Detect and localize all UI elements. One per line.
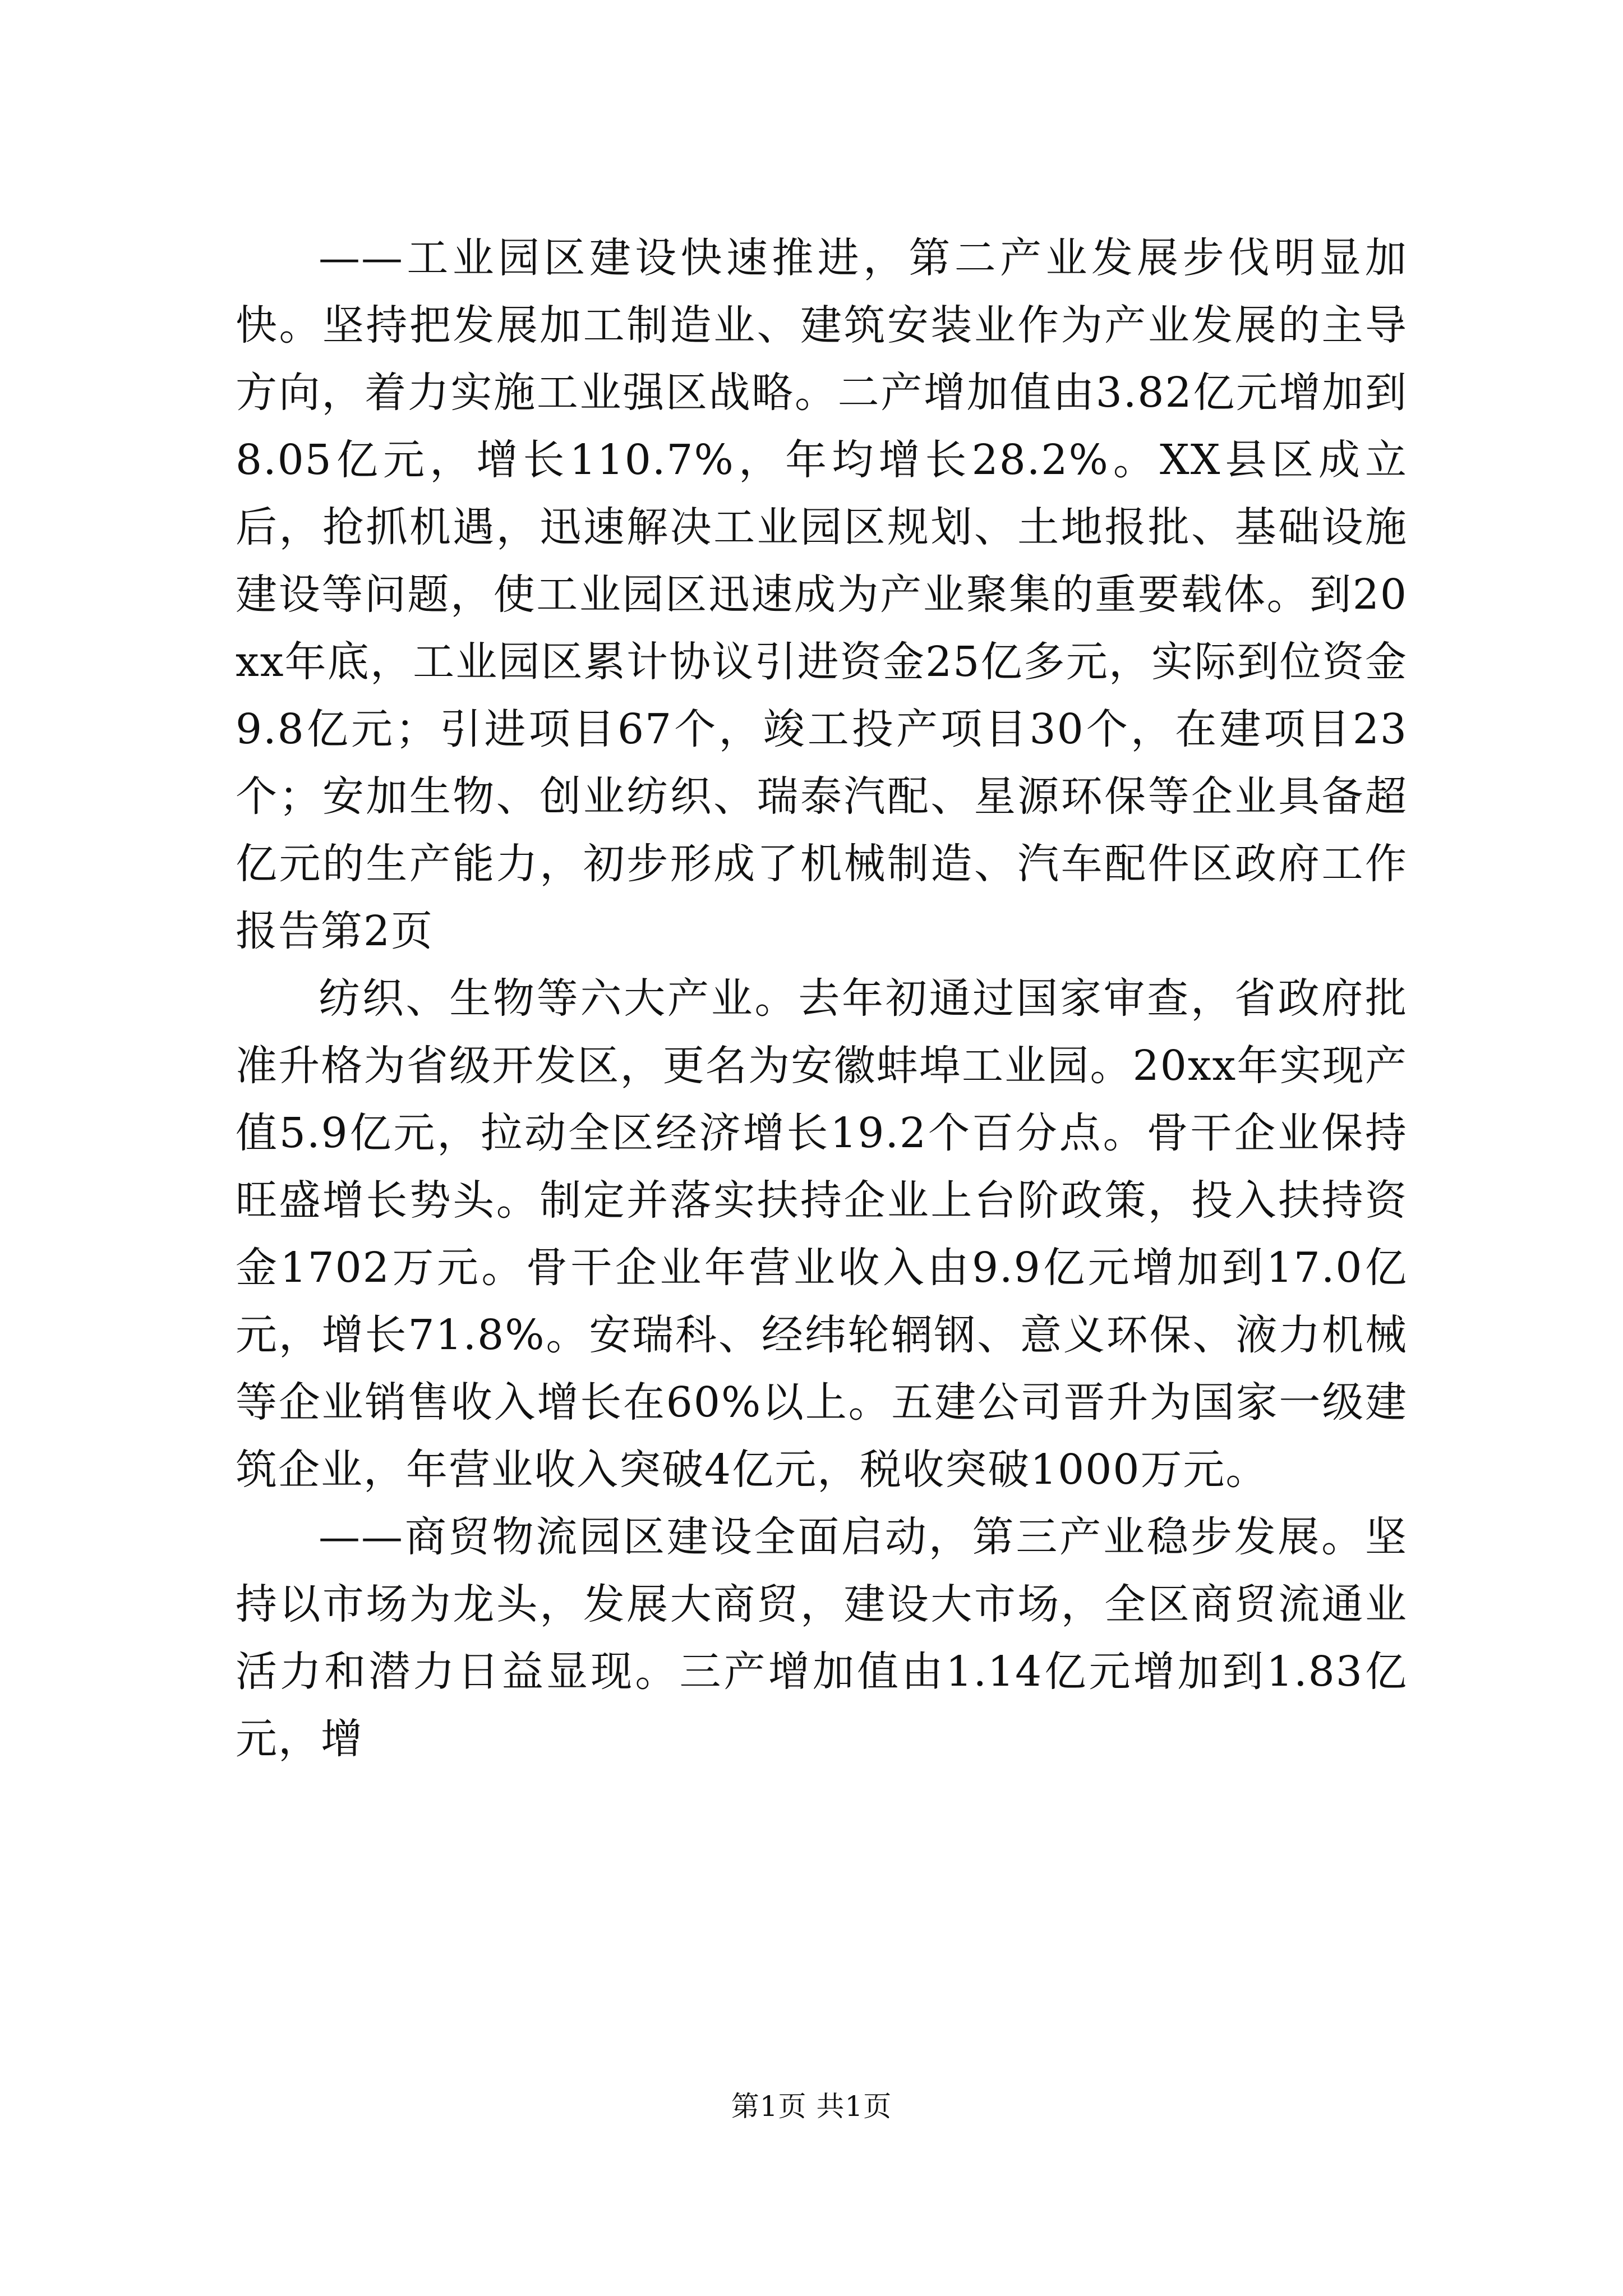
paragraph-commerce-logistics: ——商贸物流园区建设全面启动，第三产业稳步发展。坚持以市场为龙头，发展大商贸，建设大市场，全区商贸流通业活力和潜力日益显现。三产增加值由1.14亿元增加到1.83亿元，增 xyxy=(236,1513,1408,1763)
paragraph-textile-bio-industry: 纺织、生物等六大产业。去年初通过国家审查，省政府批准升格为省级开发区，更名为安徽蚌埠工业园。20xx年实现产值5.9亿元，拉动全区经济增长19.2个百分点。骨干企业保持旺盛增长势头。制定并落实扶持企业上台阶政策，投入扶持资金1702万元。骨干企业年营业收入由9.9亿元增加到17.0亿元，增长71.8%。安瑞科、经纬轮辋钢、意义环保、液力机械等企业销售收入增长在60%以上。五建公司晋升为国家一级建筑企业，年营业收入突破4亿元，税收突破1000万元。 xyxy=(236,974,1408,1494)
page-number-footer: 第1页 共1页 xyxy=(731,2090,892,2123)
document-body xyxy=(236,224,1408,1773)
paragraph-industrial-park: ——工业园区建设快速推进，第二产业发展步伐明显加快。坚持把发展加工制造业、建筑安装业作为产业发展的主导方向，着力实施工业强区战略。二产增加值由3.82亿元增加到8.05亿元，增长110.7%，年均增长28.2%。XX县区成立后，抢抓机遇，迅速解决工业园区规划、土地报批、基础设施建设等问题，使工业园区迅速成为产业聚集的重要载体。到20xx年底，工业园区累计协议引进资金25亿多元，实际到位资金9.8亿元；引进项目67个，竣工投产项目30个，在建项目23个；安加生物、创业纺织、瑞泰汽配、星源环保等企业具备超亿元的生产能力，初步形成了机械制造、汽车配件区政府工作报告第2页 xyxy=(236,234,1408,955)
